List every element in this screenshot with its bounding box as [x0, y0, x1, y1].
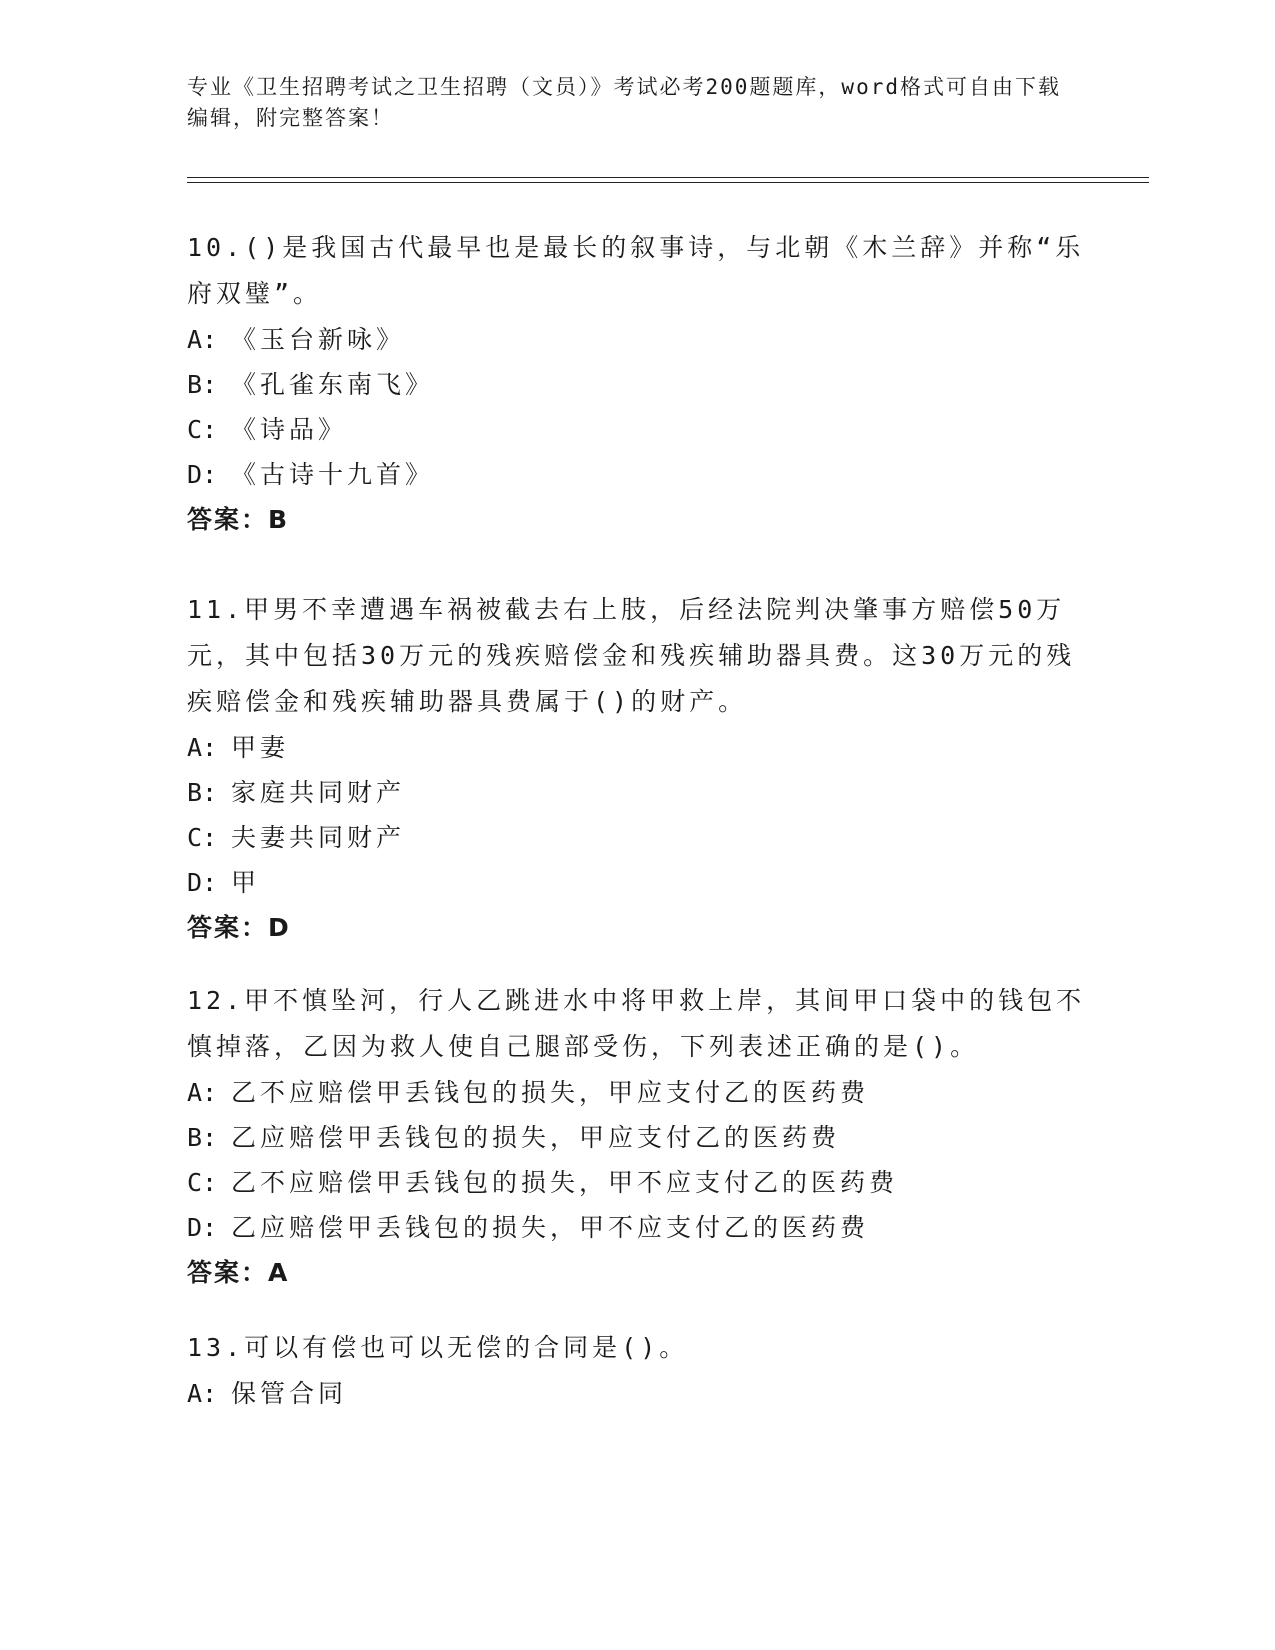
question-stem: 12.甲不慎坠河，行人乙跳进水中将甲救上岸，其间甲口袋中的钱包不慎掉落，乙因为救人使自己腿部受伤，下列表述正确的是()。 — [187, 986, 1086, 1061]
option-text: 甲妻 — [231, 733, 290, 762]
option-letter: A: — [187, 733, 218, 762]
option-text: 甲 — [231, 868, 261, 897]
option-text: 乙应赔偿甲丢钱包的损失，甲应支付乙的医药费 — [231, 1123, 841, 1152]
option-letter: D: — [187, 1213, 218, 1242]
option-letter: C: — [187, 823, 218, 852]
option-a — [187, 1070, 1087, 1115]
header-divider-top — [187, 177, 1149, 178]
option-d — [187, 452, 1087, 497]
option-letter: C: — [187, 415, 218, 444]
page-header-text: 专业《卫生招聘考试之卫生招聘（文员）》考试必考200题题库，word格式可自由下载编辑，附完整答案！ — [187, 75, 1061, 130]
answer-line: 答案：B — [187, 505, 290, 534]
option-b — [187, 362, 1087, 407]
option-text: 乙不应赔偿甲丢钱包的损失，甲不应支付乙的医药费 — [231, 1168, 899, 1197]
option-letter: B: — [187, 370, 218, 399]
option-text: 《玉台新咏》 — [231, 325, 406, 354]
option-text: 《诗品》 — [231, 415, 348, 444]
option-c — [187, 407, 1087, 452]
option-letter: D: — [187, 868, 218, 897]
option-text: 《古诗十九首》 — [231, 460, 435, 489]
question-13 — [187, 1325, 1087, 1416]
option-text: 乙不应赔偿甲丢钱包的损失，甲应支付乙的医药费 — [231, 1078, 870, 1107]
option-c — [187, 815, 1087, 860]
header-divider-bottom — [187, 182, 1149, 183]
option-letter: D: — [187, 460, 218, 489]
option-a — [187, 317, 1087, 362]
option-letter: A: — [187, 1078, 218, 1107]
question-stem: 13.可以有偿也可以无偿的合同是()。 — [187, 1333, 689, 1362]
question-10 — [187, 225, 1087, 543]
option-letter: B: — [187, 1123, 218, 1152]
option-d — [187, 1205, 1087, 1250]
option-a — [187, 725, 1087, 770]
option-letter: C: — [187, 1168, 218, 1197]
option-letter: B: — [187, 778, 218, 807]
question-12 — [187, 978, 1087, 1296]
option-text: 家庭共同财产 — [231, 778, 406, 807]
option-text: 保管合同 — [231, 1379, 348, 1408]
option-a — [187, 1371, 1087, 1416]
option-b — [187, 1115, 1087, 1160]
question-11 — [187, 587, 1087, 951]
answer-line: 答案：D — [187, 913, 291, 942]
option-letter: A: — [187, 325, 218, 354]
option-text: 乙应赔偿甲丢钱包的损失，甲不应支付乙的医药费 — [231, 1213, 870, 1242]
option-text: 夫妻共同财产 — [231, 823, 406, 852]
answer-line: 答案：A — [187, 1258, 290, 1287]
option-text: 《孔雀东南飞》 — [231, 370, 435, 399]
option-d — [187, 860, 1087, 905]
question-stem: 11.甲男不幸遭遇车祸被截去右上肢，后经法院判决肇事方赔偿50万元，其中包括30万元的残疾赔偿金和残疾辅助器具费。这30万元的残疾赔偿金和残疾辅助器具费属于()的财产。 — [187, 595, 1076, 716]
option-b — [187, 770, 1087, 815]
option-c — [187, 1160, 1087, 1205]
question-stem: 10.()是我国古代最早也是最长的叙事诗，与北朝《木兰辞》并称“乐府双璧”。 — [187, 233, 1085, 308]
option-letter: A: — [187, 1379, 218, 1408]
